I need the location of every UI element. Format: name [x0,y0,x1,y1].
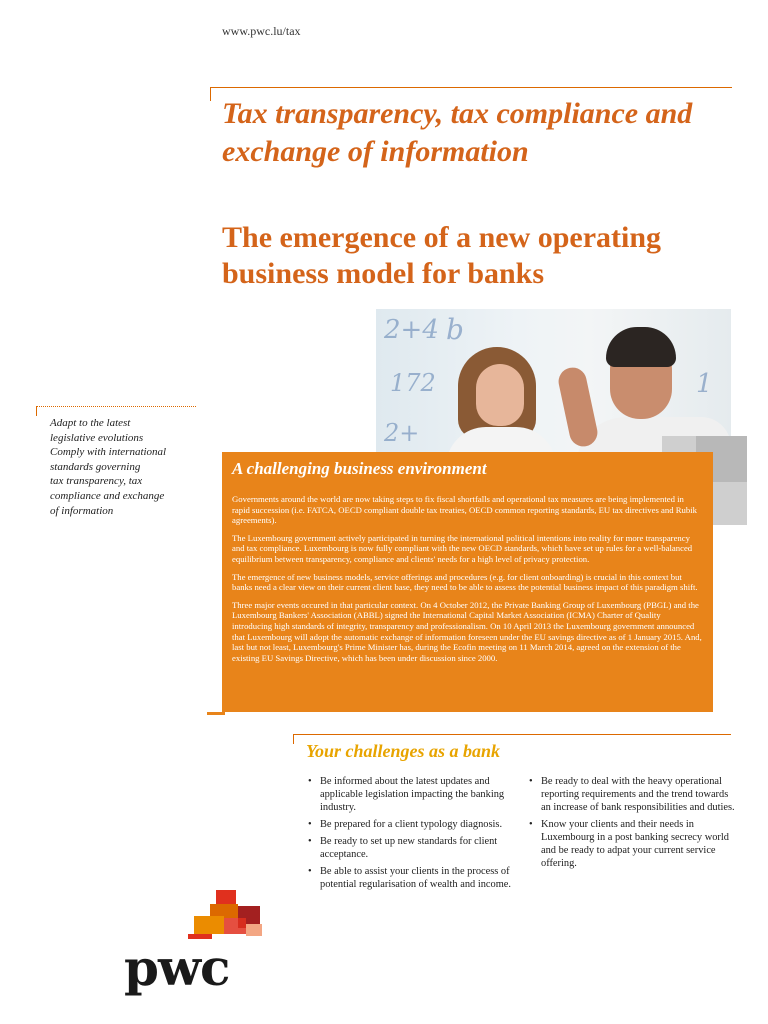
document-subtitle: The emergence of a new operating business model for banks [222,221,662,290]
sidebar-line: standards governing [50,460,141,473]
sidebar-line: of information [50,504,114,517]
business-environment-box [222,452,713,712]
environment-heading: A challenging business environment [232,459,487,478]
challenge-item: • Be prepared for a client typology diagnosis. [306,818,516,831]
sidebar-line: legislative evolutions [50,431,144,444]
environment-paragraph: Three major events occured in that particular context. On 4 October 2012, the Private Banking Group of Luxembourg (PBGL) and the Luxembourg Bankers' Association (ABBL) signed the International Capital Market Association (ICMA) Charter of Quality introducing high standards of integrity, transparency and professionalism. On 10 April 2013 the Luxembourg government announced that Luxembourg will adopt the automatic exchange of information foreseen under the EU savings directive as of 1 January 2015. And, last but not least, Luxembourg's Prime Minister has, during the Ecofin meeting on 11 March 2014, agreed on the extension of the existing EU Savings Directive, which has been under discussion since 2000. [232,599,702,663]
challenge-item: • Be informed about the latest updates and applicable legislation impacting the banking industry. [306,775,516,814]
glass-scribble: 2+4 [384,315,439,345]
sidebar-summary [50,416,210,518]
environment-paragraph: Governments around the world are now taking steps to fix fiscal shortfalls and operational tax measures are being implemented in rapid succession (i.e. FATCA, OECD compliant double tax treaties, OECD common reporting standards, EU tax directives and Rubik agreements). [232,494,698,526]
glass-scribble: b [446,313,464,346]
logo-block [246,924,262,936]
glass-scribble: 172 [390,369,436,397]
website-url[interactable]: www.pwc.lu/tax [222,24,301,38]
orange-accent-bar [207,712,225,715]
challenges-heading: Your challenges as a bank [306,741,501,761]
logo-block [224,918,246,934]
sidebar-line: tax transparency, tax [50,475,143,488]
pwc-logo-text: pwc [124,938,230,997]
environment-paragraph: The emergence of new business models, service offerings and procedures (e.g. for client onboarding) is crucial in this context but banks need a clear view on their current client base, they need to be able to assess the potential business impact of this paradigm shift. [232,571,698,593]
glass-scribble: 2+ [384,419,420,447]
sidebar-line: compliance and exchange [50,489,165,502]
sidebar-line: Adapt to the latest [50,417,131,429]
environment-paragraph: The Luxembourg government actively participated in turning the international political intentions into reality for more transparency and tax compliance. Luxembourg is now fully compliant with the new OECD standards, which have set up rules for a well-balanced equilibrium between transparency, compliance and clients' needs for a high level of privacy protection. [232,532,693,564]
challenges-list-right [527,775,737,874]
sidebar-line: Comply with international [50,446,167,459]
pwc-logo [120,888,270,998]
glass-scribble: 1 [696,369,713,399]
challenge-item: • Be ready to set up new standards for client acceptance. [306,835,516,861]
document-title: Tax transparency, tax compliance and exchange of information [222,97,693,168]
challenge-item: • Be ready to deal with the heavy operational reporting requirements and the trend towards an increase of bank responsibilities and duties. [527,775,737,814]
challenge-item: • Know your clients and their needs in Luxembourg in a post banking secrecy world and be ready to adpat your current service offering. [527,818,737,870]
challenges-list-left [306,775,516,895]
challenge-item: • Be able to assist your clients in the process of potential regularisation of wealth and income. [306,865,516,891]
logo-block [194,916,224,934]
